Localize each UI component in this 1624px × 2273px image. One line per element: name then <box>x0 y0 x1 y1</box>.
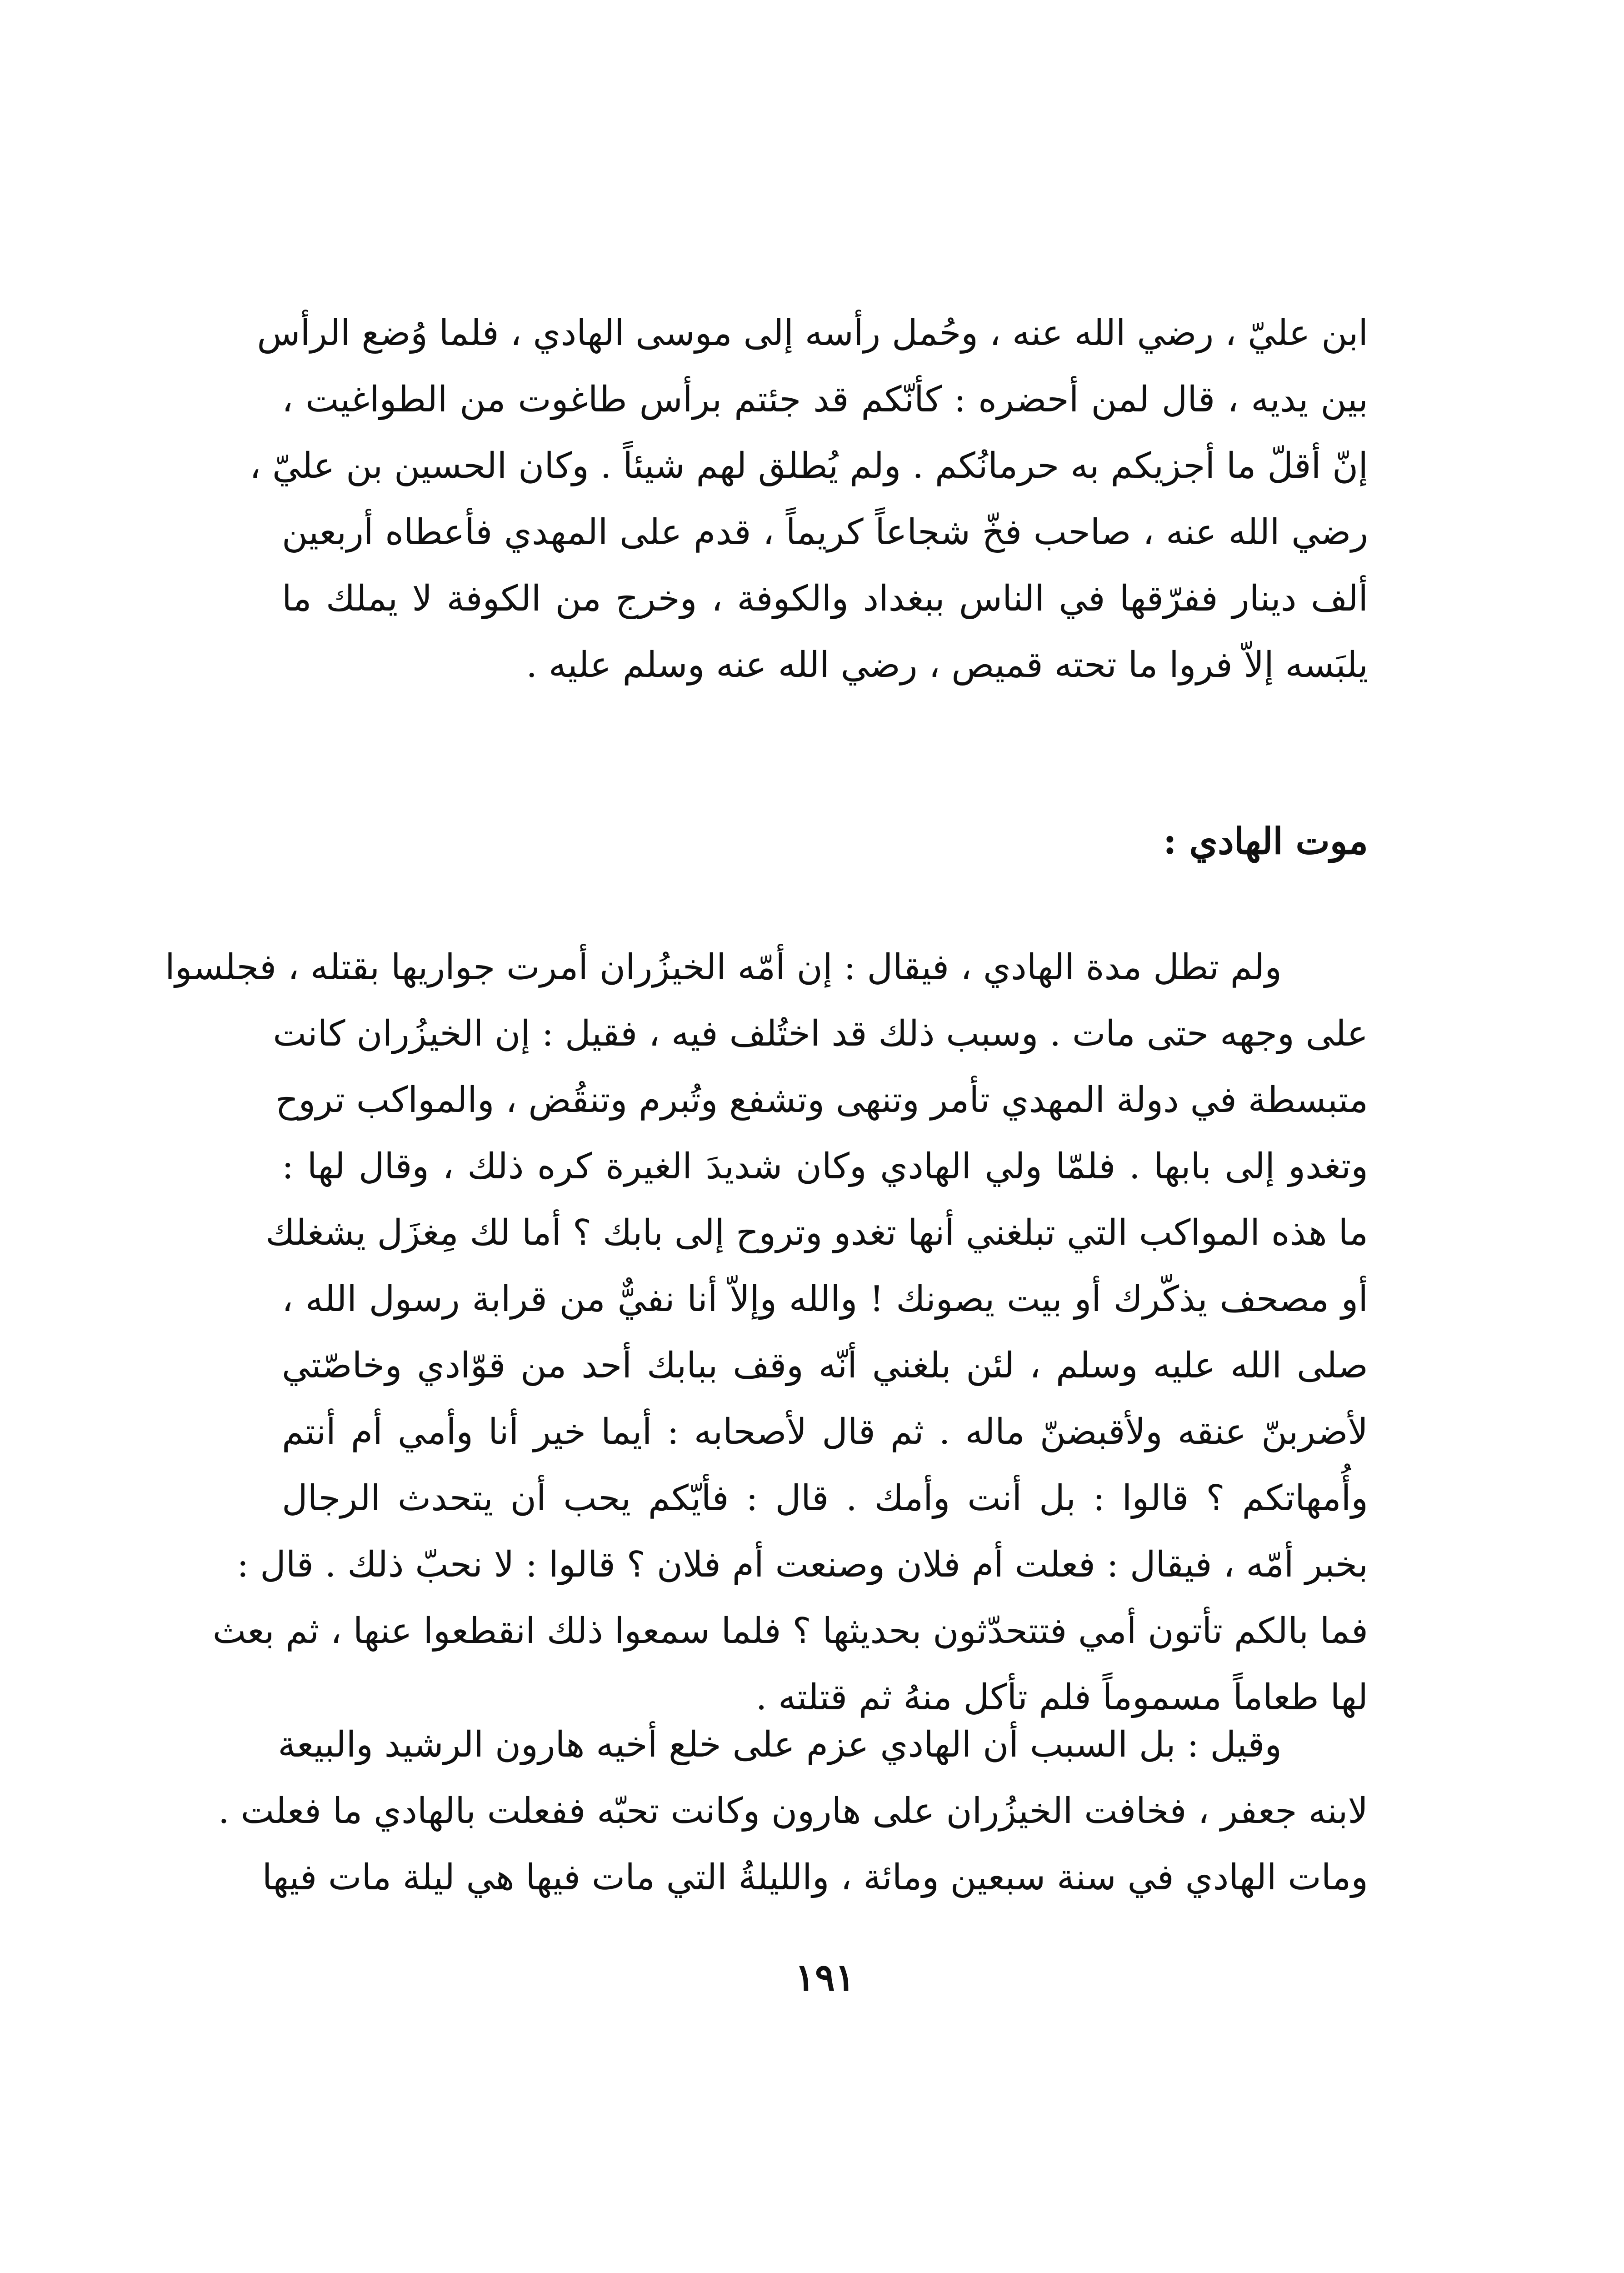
section-heading <box>282 814 1368 868</box>
text-line: على وجهه حتى مات . وسبب ذلك قد اختُلف فيه ، فقيل : إن الخيزُران كانت <box>273 1013 1368 1054</box>
text-line: ابن عليّ ، رضي الله عنه ، وحُمل رأسه إلى موسى الهادي ، فلما وُضع الرأس <box>257 313 1368 354</box>
paragraph-2 <box>165 934 1368 1731</box>
text-line: ولم تطل مدة الهادي ، فيقال : إن أمّه الخيزُران أمرت جواريها بقتله ، فجلسوا <box>165 947 1282 988</box>
text-line: أو مصحف يذكّرك أو بيت يصونك ! والله وإلاّ أنا نفيٌّ من قرابة رسول الله ، <box>282 1279 1368 1320</box>
paragraph-3 <box>218 1712 1368 1911</box>
text-line: ما هذه المواكب التي تبلغني أنها تغدو وتروح إلى بابك ؟ أما لك مِغزَل يشغلك <box>265 1212 1368 1253</box>
text-line: رضي الله عنه ، صاحب فخّ شجاعاً كريماً ، قدم على المهدي فأعطاه أربعين <box>282 512 1368 553</box>
page-number: ١٩١ <box>795 1956 855 1999</box>
text-line: فما بالكم تأتون أمي فتتحدّثون بحديثها ؟ فلما سمعوا ذلك انقطعوا عنها ، ثم بعث <box>212 1611 1368 1652</box>
text-line: لها طعاماً مسموماً فلم تأكل منهُ ثم قتلته . <box>755 1677 1368 1718</box>
section-heading-text: موت الهادي : <box>1163 820 1368 862</box>
book-page <box>165 0 1368 2273</box>
text-line: وأُمهاتكم ؟ قالوا : بل أنت وأمك . قال : فأيّكم يحب أن يتحدث الرجال <box>282 1478 1368 1519</box>
text-line: لأضربنّ عنقه ولأقبضنّ ماله . ثم قال لأصحابه : أيما خير أنا وأمي أم أنتم <box>282 1412 1368 1452</box>
text-line: إنّ أقلّ ما أجزيكم به حرمانُكم . ولم يُطلق لهم شيئاً . وكان الحسين بن عليّ ، <box>250 446 1368 486</box>
paragraph-1 <box>250 300 1368 698</box>
text-line: وقيل : بل السبب أن الهادي عزم على خلع أخيه هارون الرشيد والبيعة <box>278 1724 1282 1765</box>
text-line: متبسطة في دولة المهدي تأمر وتنهى وتشفع وتُبرم وتنقُض ، والمواكب تروح <box>275 1080 1368 1121</box>
text-line: وتغدو إلى بابها . فلمّا ولي الهادي وكان شديدَ الغيرة كره ذلك ، وقال لها : <box>282 1146 1368 1187</box>
text-line: صلى الله عليه وسلم ، لئن بلغني أنّه وقف ببابك أحد من قوّادي وخاصّتي <box>282 1345 1368 1386</box>
text-line: لابنه جعفر ، فخافت الخيزُران على هارون وكانت تحبّه ففعلت بالهادي ما فعلت . <box>218 1791 1368 1832</box>
text-line: يلبَسه إلاّ فروا ما تحته قميص ، رضي الله عنه وسلم عليه . <box>526 645 1368 686</box>
text-line: بين يديه ، قال لمن أحضره : كأنّكم قد جئتم برأس طاغوت من الطواغيت ، <box>282 379 1368 420</box>
text-line: بخبر أمّه ، فيقال : فعلت أم فلان وصنعت أم فلان ؟ قالوا : لا نحبّ ذلك . قال : <box>237 1544 1368 1585</box>
text-line: ألف دينار ففرّقها في الناس ببغداد والكوفة ، وخرج من الكوفة لا يملك ما <box>282 578 1368 619</box>
text-line: ومات الهادي في سنة سبعين ومائة ، والليلةُ التي مات فيها هي ليلة مات فيها <box>262 1857 1368 1898</box>
